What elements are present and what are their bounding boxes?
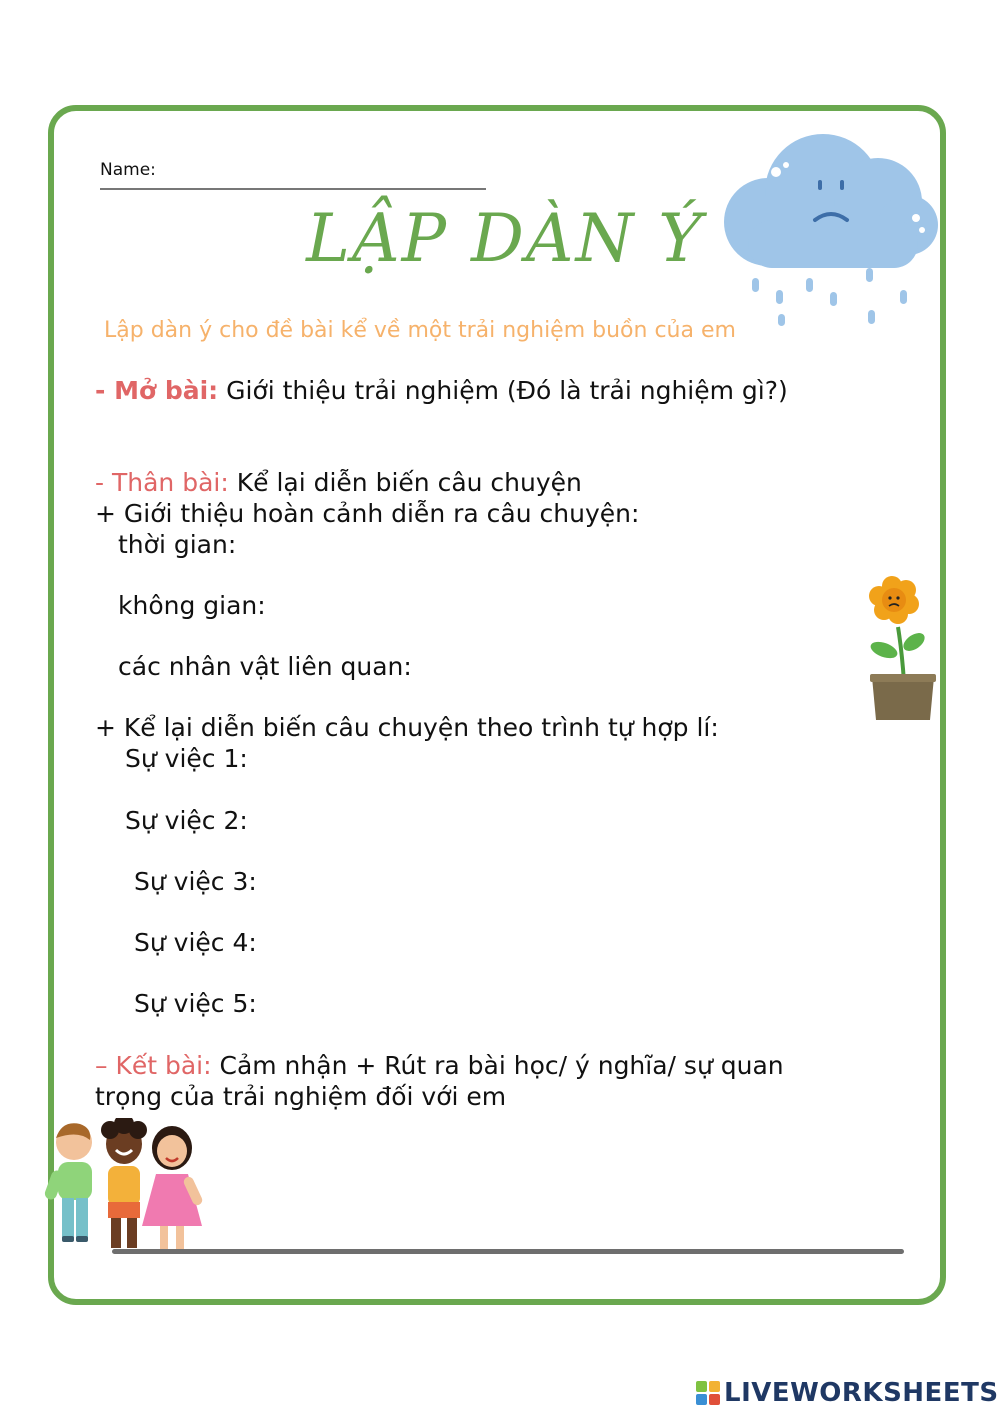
ket-bai-line	[95, 1051, 784, 1080]
assignment-subtitle: Lập dàn ý cho đề bài kể về một trải nghiệm buồn của em	[104, 318, 736, 343]
context-heading: + Giới thiệu hoàn cảnh diễn ra câu chuyện:	[95, 499, 640, 528]
nhan-vat-label: các nhân vật liên quan:	[118, 652, 412, 681]
ket-bai-text-1: Cảm nhận + Rút ra bài học/ ý nghĩa/ sự quan	[219, 1051, 784, 1080]
sad-cloud-icon	[718, 130, 948, 330]
than-bai-label: - Thân bài:	[95, 468, 229, 497]
liveworksheets-logo-icon	[696, 1381, 720, 1405]
name-input-line[interactable]	[100, 188, 486, 190]
event-2-label: Sự việc 2:	[125, 806, 248, 835]
khong-gian-label: không gian:	[118, 591, 266, 620]
than-bai-text: Kể lại diễn biến câu chuyện	[236, 468, 582, 497]
thoi-gian-label: thời gian:	[118, 530, 237, 559]
mo-bai-label: - Mở bài:	[95, 376, 219, 405]
event-5-label: Sự việc 5:	[134, 989, 257, 1018]
than-bai-line	[95, 468, 582, 497]
bottom-divider	[112, 1249, 904, 1254]
ket-bai-label: – Kết bài:	[95, 1051, 212, 1080]
name-label: Name:	[100, 160, 156, 180]
events-heading: + Kể lại diễn biến câu chuyện theo trình tự hợp lí:	[95, 713, 719, 742]
ket-bai-text-2: trọng của trải nghiệm đối với em	[95, 1082, 507, 1111]
event-4-label: Sự việc 4:	[134, 928, 257, 957]
event-3-label: Sự việc 3:	[134, 867, 257, 896]
page-title: LẬP DÀN Ý	[306, 200, 704, 277]
liveworksheets-logo	[696, 1378, 999, 1408]
liveworksheets-brand-text: LIVEWORKSHEETS	[724, 1378, 999, 1408]
sad-flower-icon	[862, 572, 942, 724]
mo-bai-line	[95, 376, 788, 405]
mo-bai-text: Giới thiệu trải nghiệm (Đó là trải nghiệm gì?)	[226, 376, 788, 405]
children-illustration	[44, 1118, 209, 1258]
event-1-label: Sự việc 1:	[125, 744, 248, 773]
